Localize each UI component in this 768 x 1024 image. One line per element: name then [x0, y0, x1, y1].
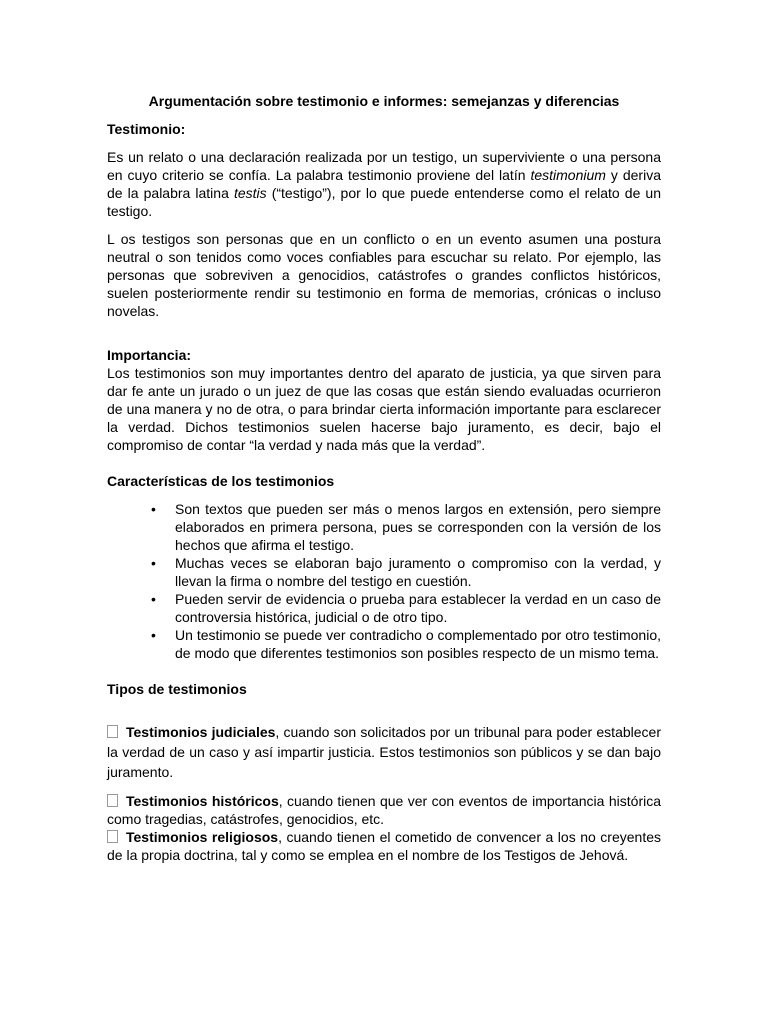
paragraph-importancia: Los testimonios son muy importantes dentro del aparato de justicia, ya que sirven para dar fe ante un jurado o un juez de que las cosas que están siendo evaluadas ocurrieron de una manera y no de otra, o para brindar cierta información importante para esclarecer la verdad. Dichos testimonios suelen hacerse bajo juramento, es decir, bajo el compromiso de contar “la verdad y nada más que la verdad”.: [107, 365, 661, 453]
type-item-religiosos: [107, 828, 661, 864]
missing-glyph-box-icon: [107, 830, 118, 843]
section-heading-importancia: Importancia:: [107, 347, 192, 363]
missing-glyph-box-icon: [107, 725, 118, 738]
type-item-historicos: [107, 792, 661, 828]
list-item: [151, 500, 661, 554]
type-item-judiciales: [107, 722, 661, 782]
type-item-term: Testimonios históricos: [126, 793, 279, 809]
list-item-text: Pueden servir de evidencia o prueba para establecer la verdad en un caso de controversia histórica, judicial o de otro tipo.: [175, 591, 661, 625]
type-item-text: , cuando tienen que ver con eventos de importancia histórica como tragedias, catástrofes, genocidios, etc.: [107, 793, 661, 827]
italic-term-testimonium: testimonium: [530, 167, 606, 183]
bullet-icon: •: [151, 591, 156, 607]
list-item: [151, 626, 661, 662]
type-item-text: , cuando son solicitados por un tribunal para poder establecer la verdad de un caso y así impartir justicia. Estos testimonios son públicos y se dan bajo juramento.: [107, 724, 661, 780]
paragraph-definition: [107, 148, 661, 220]
bullet-icon: •: [151, 501, 156, 517]
section-heading-tipos: Tipos de testimonios: [107, 681, 247, 697]
missing-glyph-box-icon: [107, 794, 118, 807]
list-item-text: Muchas veces se elaboran bajo juramento o compromiso con la verdad, y llevan la firma o nombre del testigo en cuestión.: [175, 555, 661, 589]
bullet-icon: •: [151, 555, 156, 571]
characteristics-list: [107, 500, 661, 662]
list-item-text: Un testimonio se puede ver contradicho o complementado por otro testimonio, de modo que diferentes testimonios son posibles respecto de un mismo tema.: [175, 627, 661, 661]
bullet-icon: •: [151, 627, 156, 643]
list-item-text: Son textos que pueden ser más o menos largos en extensión, pero siempre elaborados en primera persona, pues se corresponden con la versión de los hechos que afirma el testigo.: [175, 501, 661, 553]
section-heading-caracteristicas: Características de los testimonios: [107, 473, 335, 489]
section-heading-testimonio: Testimonio:: [107, 121, 186, 137]
text-run: (“testigo”), por lo que puede entenderse como el relato de un testigo.: [107, 185, 661, 219]
type-item-term: Testimonios judiciales: [126, 724, 276, 740]
list-item: [151, 590, 661, 626]
italic-term-testis: testis: [233, 185, 267, 201]
document-title: Argumentación sobre testimonio e informes: semejanzas y diferencias: [148, 93, 620, 109]
text-run: Es un relato o una declaración realizada por un testigo, un superviviente o una persona en cuyo criterio se confía. La palabra testimonio proviene del latín: [107, 149, 661, 183]
paragraph-witnesses: L os testigos son personas que en un conflicto o en un evento asumen una postura neutral o son tenidos como voces confiables para escuchar su relato. Por ejemplo, las personas que sobreviven a genocidios, catástrofes o grandes conflictos históricos, suelen posteriormente rendir su testimonio en forma de memorias, crónicas o incluso novelas.: [107, 231, 661, 319]
text-run: y deriva de la palabra latina: [107, 167, 661, 201]
type-item-term: Testimonios religiosos: [126, 829, 279, 845]
type-item-text: , cuando tienen el cometido de convencer a los no creyentes de la propia doctrina, tal y como se emplea en el nombre de los Testigos de Jehová.: [107, 829, 661, 863]
list-item: [151, 554, 661, 590]
